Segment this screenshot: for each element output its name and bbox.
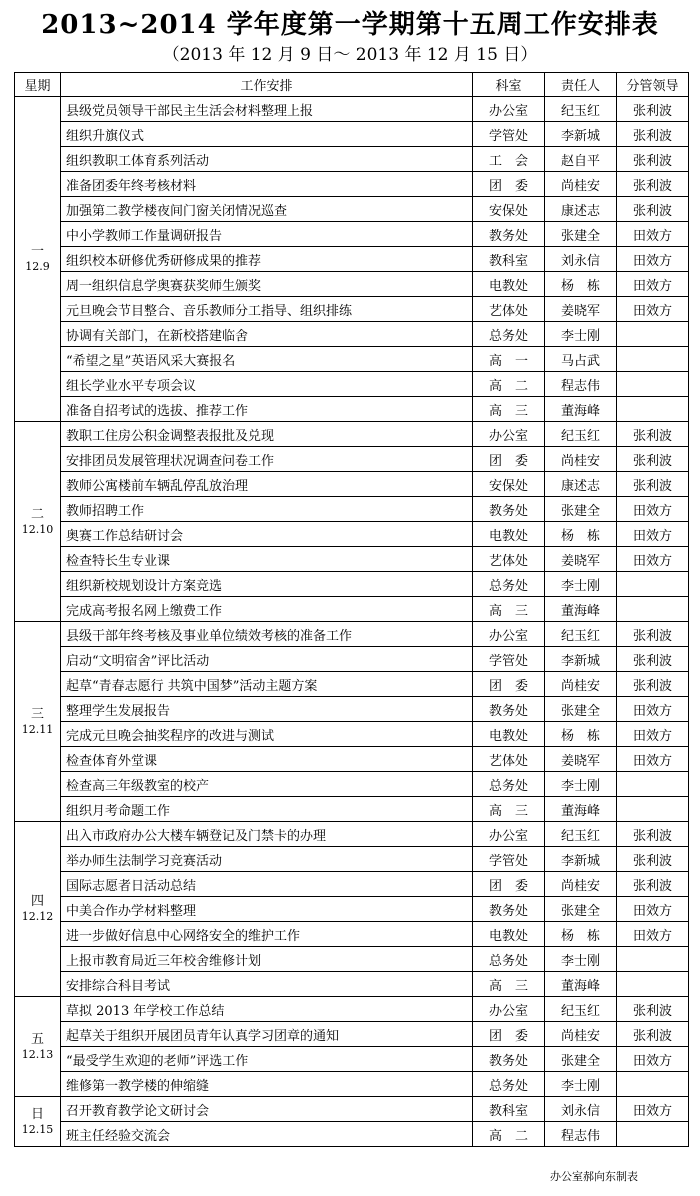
task-cell: 组织升旗仪式 bbox=[61, 122, 473, 147]
task-cell: 出入市政府办公大楼车辆登记及门禁卡的办理 bbox=[61, 822, 473, 847]
responsible-cell: 董海峰 bbox=[545, 597, 617, 622]
table-row bbox=[15, 1122, 689, 1147]
leader-cell: 张利波 bbox=[617, 147, 689, 172]
task-cell: 协调有关部门，在新校搭建临舍 bbox=[61, 322, 473, 347]
department-cell: 办公室 bbox=[473, 97, 545, 122]
department-cell: 学管处 bbox=[473, 122, 545, 147]
department-cell: 电教处 bbox=[473, 722, 545, 747]
table-row bbox=[15, 422, 689, 447]
table-row bbox=[15, 297, 689, 322]
department-cell: 高 三 bbox=[473, 597, 545, 622]
department-cell: 电教处 bbox=[473, 922, 545, 947]
weekday-label: 五 bbox=[30, 1031, 44, 1047]
department-cell: 办公室 bbox=[473, 622, 545, 647]
table-row bbox=[15, 697, 689, 722]
leader-cell: 田效方 bbox=[617, 1047, 689, 1072]
table-row bbox=[15, 272, 689, 297]
leader-cell: 田效方 bbox=[617, 222, 689, 247]
weekday-cell bbox=[15, 997, 61, 1097]
table-row bbox=[15, 1047, 689, 1072]
task-cell: 草拟 2013 年学校工作总结 bbox=[61, 997, 473, 1022]
responsible-cell: 程志伟 bbox=[545, 372, 617, 397]
responsible-cell: 董海峰 bbox=[545, 397, 617, 422]
department-cell: 团 委 bbox=[473, 1022, 545, 1047]
schedule-body bbox=[15, 97, 689, 1147]
table-row bbox=[15, 1072, 689, 1097]
table-row bbox=[15, 997, 689, 1022]
header-leader: 分管领导 bbox=[617, 73, 689, 97]
responsible-cell: 张建全 bbox=[545, 1047, 617, 1072]
leader-cell: 田效方 bbox=[617, 547, 689, 572]
task-cell: 启动“文明宿舍”评比活动 bbox=[61, 647, 473, 672]
department-cell: 教科室 bbox=[473, 1097, 545, 1122]
leader-cell: 张利波 bbox=[617, 197, 689, 222]
task-cell: 安排团员发展管理状况调查问卷工作 bbox=[61, 447, 473, 472]
department-cell: 教务处 bbox=[473, 697, 545, 722]
task-cell: 组织教职工体育系列活动 bbox=[61, 147, 473, 172]
table-row bbox=[15, 372, 689, 397]
task-cell: 完成元旦晚会抽奖程序的改进与测试 bbox=[61, 722, 473, 747]
department-cell: 团 委 bbox=[473, 672, 545, 697]
department-cell: 总务处 bbox=[473, 947, 545, 972]
responsible-cell: 李士刚 bbox=[545, 772, 617, 797]
department-cell: 教务处 bbox=[473, 222, 545, 247]
task-cell: 起草“青春志愿行 共筑中国梦”活动主题方案 bbox=[61, 672, 473, 697]
table-row bbox=[15, 922, 689, 947]
responsible-cell: 尚桂安 bbox=[545, 672, 617, 697]
leader-cell: 张利波 bbox=[617, 422, 689, 447]
department-cell: 学管处 bbox=[473, 847, 545, 872]
table-row bbox=[15, 722, 689, 747]
page-title: 2013~2014 学年度第一学期第十五周工作安排表 bbox=[41, 10, 659, 40]
leader-cell bbox=[617, 797, 689, 822]
task-cell: 起草关于组织开展团员青年认真学习团章的通知 bbox=[61, 1022, 473, 1047]
table-row bbox=[15, 847, 689, 872]
table-row bbox=[15, 397, 689, 422]
weekday-date: 12.11 bbox=[21, 722, 54, 736]
task-cell: 教职工住房公积金调整表报批及兑现 bbox=[61, 422, 473, 447]
task-cell: 组长学业水平专项会议 bbox=[61, 372, 473, 397]
table-row bbox=[15, 772, 689, 797]
table-row bbox=[15, 1022, 689, 1047]
department-cell: 团 委 bbox=[473, 172, 545, 197]
department-cell: 办公室 bbox=[473, 822, 545, 847]
department-cell: 高 三 bbox=[473, 397, 545, 422]
responsible-cell: 李士刚 bbox=[545, 1072, 617, 1097]
task-cell: 县级干部年终考核及事业单位绩效考核的准备工作 bbox=[61, 622, 473, 647]
table-row bbox=[15, 647, 689, 672]
responsible-cell: 张建全 bbox=[545, 697, 617, 722]
leader-cell: 田效方 bbox=[617, 247, 689, 272]
department-cell: 团 委 bbox=[473, 447, 545, 472]
leader-cell bbox=[617, 972, 689, 997]
date-range-subtitle: （2013 年 12 月 9 日～ 2013 年 12 月 15 日） bbox=[162, 45, 538, 65]
leader-cell: 田效方 bbox=[617, 522, 689, 547]
task-cell: 组织月考命题工作 bbox=[61, 797, 473, 822]
department-cell: 总务处 bbox=[473, 1072, 545, 1097]
leader-cell: 田效方 bbox=[617, 722, 689, 747]
responsible-cell: 李新城 bbox=[545, 122, 617, 147]
task-cell: 教师公寓楼前车辆乱停乱放治理 bbox=[61, 472, 473, 497]
responsible-cell: 康述志 bbox=[545, 472, 617, 497]
responsible-cell: 纪玉红 bbox=[545, 997, 617, 1022]
table-row bbox=[15, 472, 689, 497]
department-cell: 教务处 bbox=[473, 497, 545, 522]
leader-cell bbox=[617, 322, 689, 347]
leader-cell bbox=[617, 572, 689, 597]
table-row bbox=[15, 622, 689, 647]
task-cell: “希望之星”英语风采大赛报名 bbox=[61, 347, 473, 372]
task-cell: “最受学生欢迎的老师”评选工作 bbox=[61, 1047, 473, 1072]
leader-cell bbox=[617, 1122, 689, 1147]
leader-cell bbox=[617, 372, 689, 397]
weekday-date: 12.9 bbox=[25, 260, 50, 273]
leader-cell: 张利波 bbox=[617, 847, 689, 872]
leader-cell bbox=[617, 397, 689, 422]
task-cell: 检查高三年级教室的校产 bbox=[61, 772, 473, 797]
task-cell: 进一步做好信息中心网络安全的维护工作 bbox=[61, 922, 473, 947]
leader-cell: 张利波 bbox=[617, 172, 689, 197]
table-row bbox=[15, 172, 689, 197]
weekday-cell bbox=[15, 622, 61, 822]
responsible-cell: 李士刚 bbox=[545, 947, 617, 972]
responsible-cell: 赵自平 bbox=[545, 147, 617, 172]
task-cell: 教师招聘工作 bbox=[61, 497, 473, 522]
task-cell: 整理学生发展报告 bbox=[61, 697, 473, 722]
responsible-cell: 李新城 bbox=[545, 647, 617, 672]
table-row bbox=[15, 572, 689, 597]
task-cell: 准备自招考试的选拔、推荐工作 bbox=[61, 397, 473, 422]
table-row bbox=[15, 147, 689, 172]
department-cell: 办公室 bbox=[473, 422, 545, 447]
weekday-date: 12.12 bbox=[21, 910, 54, 923]
responsible-cell: 程志伟 bbox=[545, 1122, 617, 1147]
responsible-cell: 尚桂安 bbox=[545, 447, 617, 472]
weekday-label: 四 bbox=[30, 894, 44, 909]
leader-cell: 张利波 bbox=[617, 822, 689, 847]
table-row bbox=[15, 497, 689, 522]
responsible-cell: 纪玉红 bbox=[545, 622, 617, 647]
weekday-cell bbox=[15, 97, 61, 422]
leader-cell bbox=[617, 597, 689, 622]
table-row bbox=[15, 222, 689, 247]
leader-cell: 田效方 bbox=[617, 697, 689, 722]
header-task: 工作安排 bbox=[61, 73, 473, 97]
department-cell: 高 二 bbox=[473, 1122, 545, 1147]
department-cell: 办公室 bbox=[473, 997, 545, 1022]
weekday-label: 日 bbox=[30, 1106, 44, 1122]
responsible-cell: 尚桂安 bbox=[545, 172, 617, 197]
task-cell: 召开教育教学论文研讨会 bbox=[61, 1097, 473, 1122]
weekday-label: 二 bbox=[30, 506, 44, 522]
department-cell: 总务处 bbox=[473, 322, 545, 347]
department-cell: 电教处 bbox=[473, 272, 545, 297]
table-row bbox=[15, 947, 689, 972]
responsible-cell: 董海峰 bbox=[545, 972, 617, 997]
table-row bbox=[15, 897, 689, 922]
leader-cell: 田效方 bbox=[617, 272, 689, 297]
department-cell: 学管处 bbox=[473, 647, 545, 672]
department-cell: 团 委 bbox=[473, 872, 545, 897]
table-row bbox=[15, 197, 689, 222]
department-cell: 工 会 bbox=[473, 147, 545, 172]
weekday-cell bbox=[15, 422, 61, 622]
table-row bbox=[15, 972, 689, 997]
department-cell: 安保处 bbox=[473, 197, 545, 222]
task-cell: 检查特长生专业课 bbox=[61, 547, 473, 572]
table-row bbox=[15, 597, 689, 622]
task-cell: 维修第一教学楼的伸缩缝 bbox=[61, 1072, 473, 1097]
table-row bbox=[15, 797, 689, 822]
department-cell: 艺体处 bbox=[473, 297, 545, 322]
responsible-cell: 尚桂安 bbox=[545, 872, 617, 897]
responsible-cell: 李士刚 bbox=[545, 322, 617, 347]
schedule-table bbox=[14, 72, 689, 1147]
weekday-label: 一 bbox=[30, 244, 44, 259]
task-cell: 县级党员领导干部民主生活会材料整理上报 bbox=[61, 97, 473, 122]
table-row bbox=[15, 247, 689, 272]
responsible-cell: 董海峰 bbox=[545, 797, 617, 822]
leader-cell: 田效方 bbox=[617, 922, 689, 947]
weekday-date: 12.15 bbox=[21, 1122, 54, 1136]
department-cell: 艺体处 bbox=[473, 747, 545, 772]
weekday-date: 12.10 bbox=[21, 522, 54, 536]
table-row bbox=[15, 547, 689, 572]
table-row bbox=[15, 447, 689, 472]
responsible-cell: 马占武 bbox=[545, 347, 617, 372]
department-cell: 教务处 bbox=[473, 897, 545, 922]
department-cell: 教科室 bbox=[473, 247, 545, 272]
department-cell: 艺体处 bbox=[473, 547, 545, 572]
department-cell: 教务处 bbox=[473, 1047, 545, 1072]
responsible-cell: 刘永信 bbox=[545, 247, 617, 272]
responsible-cell: 姜晓军 bbox=[545, 547, 617, 572]
department-cell: 高 二 bbox=[473, 372, 545, 397]
leader-cell bbox=[617, 347, 689, 372]
responsible-cell: 杨 栋 bbox=[545, 272, 617, 297]
header-responsible: 责任人 bbox=[545, 73, 617, 97]
department-cell: 总务处 bbox=[473, 572, 545, 597]
responsible-cell: 杨 栋 bbox=[545, 522, 617, 547]
leader-cell bbox=[617, 772, 689, 797]
task-cell: 中美合作办学材料整理 bbox=[61, 897, 473, 922]
responsible-cell: 李士刚 bbox=[545, 572, 617, 597]
responsible-cell: 杨 栋 bbox=[545, 922, 617, 947]
weekday-label: 三 bbox=[30, 706, 44, 722]
responsible-cell: 纪玉红 bbox=[545, 822, 617, 847]
table-row bbox=[15, 122, 689, 147]
responsible-cell: 刘永信 bbox=[545, 1097, 617, 1122]
leader-cell: 张利波 bbox=[617, 997, 689, 1022]
header-department: 科室 bbox=[473, 73, 545, 97]
leader-cell: 田效方 bbox=[617, 897, 689, 922]
task-cell: 组织新校规划设计方案竞选 bbox=[61, 572, 473, 597]
table-row bbox=[15, 672, 689, 697]
task-cell: 周一组织信息学奥赛获奖师生颁奖 bbox=[61, 272, 473, 297]
task-cell: 中小学教师工作量调研报告 bbox=[61, 222, 473, 247]
task-cell: 上报市教育局近三年校舍维修计划 bbox=[61, 947, 473, 972]
task-cell: 组织校本研修优秀研修成果的推荐 bbox=[61, 247, 473, 272]
table-row bbox=[15, 322, 689, 347]
department-cell: 总务处 bbox=[473, 772, 545, 797]
task-cell: 加强第二教学楼夜间门窗关闭情况巡查 bbox=[61, 197, 473, 222]
leader-cell bbox=[617, 1072, 689, 1097]
leader-cell: 张利波 bbox=[617, 872, 689, 897]
weekday-cell bbox=[15, 822, 61, 997]
header-row bbox=[15, 73, 689, 97]
leader-cell: 张利波 bbox=[617, 622, 689, 647]
table-row bbox=[15, 822, 689, 847]
responsible-cell: 姜晓军 bbox=[545, 297, 617, 322]
leader-cell: 田效方 bbox=[617, 297, 689, 322]
footer-note: 办公室郝向东制表 bbox=[550, 1170, 638, 1183]
weekday-date: 12.13 bbox=[21, 1047, 54, 1061]
table-row bbox=[15, 872, 689, 897]
responsible-cell: 张建全 bbox=[545, 497, 617, 522]
task-cell: 元旦晚会节目整合、音乐教师分工指导、组织排练 bbox=[61, 297, 473, 322]
task-cell: 奥赛工作总结研讨会 bbox=[61, 522, 473, 547]
weekday-cell bbox=[15, 1097, 61, 1147]
table-row bbox=[15, 347, 689, 372]
leader-cell bbox=[617, 947, 689, 972]
task-cell: 检查体育外堂课 bbox=[61, 747, 473, 772]
department-cell: 高 三 bbox=[473, 797, 545, 822]
leader-cell: 张利波 bbox=[617, 97, 689, 122]
table-row bbox=[15, 522, 689, 547]
responsible-cell: 杨 栋 bbox=[545, 722, 617, 747]
header-weekday: 星期 bbox=[15, 73, 61, 97]
table-row bbox=[15, 1097, 689, 1122]
task-cell: 国际志愿者日活动总结 bbox=[61, 872, 473, 897]
responsible-cell: 李新城 bbox=[545, 847, 617, 872]
responsible-cell: 纪玉红 bbox=[545, 97, 617, 122]
leader-cell: 张利波 bbox=[617, 122, 689, 147]
leader-cell: 张利波 bbox=[617, 447, 689, 472]
responsible-cell: 纪玉红 bbox=[545, 422, 617, 447]
responsible-cell: 张建全 bbox=[545, 897, 617, 922]
department-cell: 高 三 bbox=[473, 972, 545, 997]
leader-cell: 田效方 bbox=[617, 747, 689, 772]
task-cell: 准备团委年终考核材料 bbox=[61, 172, 473, 197]
leader-cell: 张利波 bbox=[617, 472, 689, 497]
leader-cell: 张利波 bbox=[617, 1022, 689, 1047]
task-cell: 安排综合科目考试 bbox=[61, 972, 473, 997]
department-cell: 安保处 bbox=[473, 472, 545, 497]
table-row bbox=[15, 747, 689, 772]
responsible-cell: 尚桂安 bbox=[545, 1022, 617, 1047]
responsible-cell: 康述志 bbox=[545, 197, 617, 222]
table-row bbox=[15, 97, 689, 122]
leader-cell: 张利波 bbox=[617, 647, 689, 672]
responsible-cell: 张建全 bbox=[545, 222, 617, 247]
task-cell: 举办师生法制学习竞赛活动 bbox=[61, 847, 473, 872]
task-cell: 班主任经验交流会 bbox=[61, 1122, 473, 1147]
department-cell: 高 一 bbox=[473, 347, 545, 372]
leader-cell: 田效方 bbox=[617, 497, 689, 522]
task-cell: 完成高考报名网上缴费工作 bbox=[61, 597, 473, 622]
department-cell: 电教处 bbox=[473, 522, 545, 547]
responsible-cell: 姜晓军 bbox=[545, 747, 617, 772]
leader-cell: 田效方 bbox=[617, 1097, 689, 1122]
leader-cell: 张利波 bbox=[617, 672, 689, 697]
